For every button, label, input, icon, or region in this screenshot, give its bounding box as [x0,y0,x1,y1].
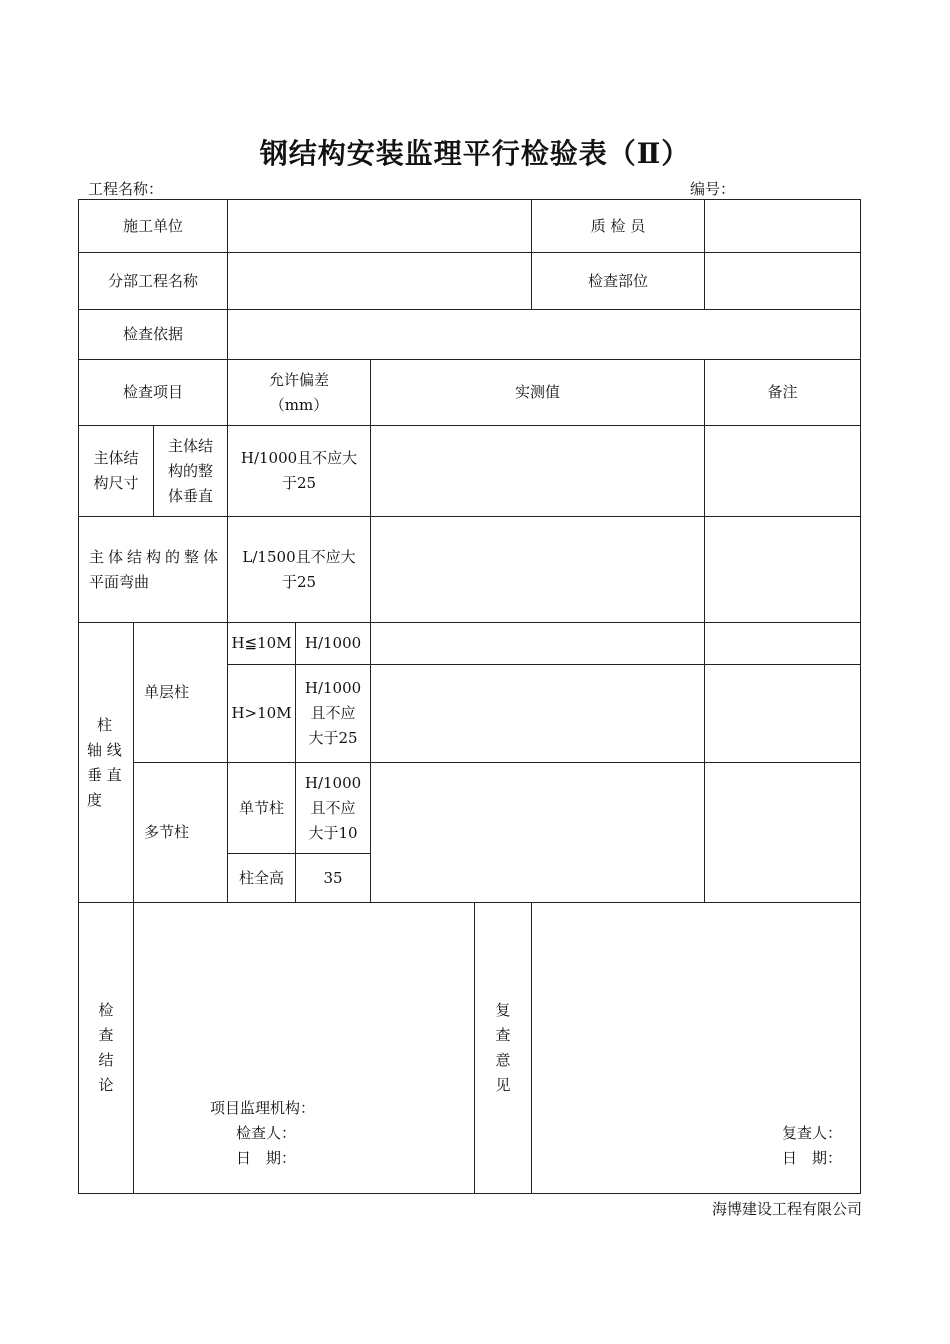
plane-bend-line1: 主体结构的整体 [89,547,219,566]
h-le-10-remarks[interactable] [705,623,861,665]
inspection-basis-label: 检查依据 [79,310,228,360]
review-label-1: 复 [495,1001,511,1019]
h-gt-10-remarks[interactable] [705,665,861,763]
reviewer-label: 复查人： [782,1124,843,1142]
single-section-tol-line2: 且不应 [310,798,356,817]
h-le-10-measured[interactable] [371,623,705,665]
column-axis-line2: 轴 线 [87,740,122,759]
overall-vertical-tolerance [228,426,371,517]
single-section-label: 单节柱 [228,763,296,854]
single-section-tolerance [296,763,371,854]
quality-inspector-label: 质 检 员 [532,200,705,253]
h-le-10-tolerance: H/1000 [296,623,371,665]
quality-inspector-value[interactable] [705,200,861,253]
single-section-tol-line1: H/1000 [304,773,362,792]
single-section-tol-line3: 大于10 [308,823,358,842]
inspection-table [78,199,861,1194]
plane-bend-label [79,517,228,623]
overall-vertical-line2: 构的整 [168,461,214,480]
overall-vertical-tol-line2: 于25 [281,474,317,492]
column-header-measured: 实测值 [371,360,705,426]
h-gt-10-tol-line2: 且不应 [310,704,356,722]
h-gt-10-label: H>10M [228,665,296,763]
construction-unit-value[interactable] [228,200,532,253]
column-axis-line1: 柱 [97,715,113,734]
plane-bend-tol-line2: 于25 [281,572,317,591]
overall-vertical-tol-line1: H/1000且不应大 [240,449,358,467]
conclusion-label-3: 结 [98,1051,114,1069]
inspection-part-value[interactable] [705,253,861,310]
full-height-label: 柱全高 [228,854,296,903]
main-size-line1: 主体结 [93,449,139,467]
column-axis-line3: 垂 直 [87,765,122,784]
plane-bend-line2: 平面弯曲 [89,572,150,591]
conclusion-label-1: 检 [98,1001,114,1019]
conclusion-label-4: 论 [98,1076,114,1094]
sub-project-name-label: 分部工程名称 [79,253,228,310]
serial-number-label: 编号： [690,180,736,198]
review-signature-block [782,1121,842,1171]
multi-section-remarks[interactable] [705,763,861,903]
multi-section-measured[interactable] [371,763,705,903]
construction-unit-label: 施工单位 [79,200,228,253]
review-date-label: 日 期： [782,1149,843,1167]
plane-bend-measured[interactable] [371,517,705,623]
supervision-org-label: 项目监理机构： [210,1099,316,1117]
multi-section-label: 多节柱 [134,763,228,903]
review-label [475,903,532,1194]
review-label-4: 见 [495,1076,511,1094]
column-axis-line4: 度 [87,790,103,809]
form-title: 钢结构安装监理平行检验表（Ⅱ） [259,137,691,170]
overall-vertical-line3: 体垂直 [168,486,214,505]
overall-vertical-label [154,426,228,517]
project-name-label: 工程名称： [88,180,164,198]
overall-vertical-measured[interactable] [371,426,705,517]
review-label-3: 意 [495,1051,511,1069]
overall-vertical-remarks[interactable] [705,426,861,517]
inspector-label: 检查人： [236,1124,297,1142]
inspection-basis-value[interactable] [228,310,861,360]
inspection-part-label: 检查部位 [532,253,705,310]
single-layer-label: 单层柱 [134,623,228,763]
tolerance-header-line1: 允许偏差 [269,370,330,389]
conclusion-label-2: 查 [98,1026,114,1044]
main-structure-size-label [79,426,154,517]
h-gt-10-tol-line1: H/1000 [304,679,362,697]
column-header-item: 检查项目 [79,360,228,426]
conclusion-content[interactable] [134,903,475,1194]
plane-bend-remarks[interactable] [705,517,861,623]
review-label-2: 查 [495,1026,511,1044]
main-size-line2: 构尺寸 [93,474,139,492]
tolerance-header-line2: （mm） [269,395,329,414]
column-header-remarks: 备注 [705,360,861,426]
overall-vertical-line1: 主体结 [168,436,214,455]
conclusion-signature-block [210,1096,315,1171]
review-content[interactable] [532,903,861,1194]
full-height-tolerance: 35 [296,854,371,903]
sub-project-name-value[interactable] [228,253,532,310]
column-axis-label [79,623,134,903]
conclusion-label [79,903,134,1194]
company-name: 海博建设工程有限公司 [711,1200,862,1218]
column-header-tolerance [228,360,371,426]
h-le-10-label: H≦10M [228,623,296,665]
plane-bend-tolerance [228,517,371,623]
h-gt-10-tolerance [296,665,371,763]
h-gt-10-tol-line3: 大于25 [308,729,358,747]
conclusion-date-label: 日 期： [236,1149,297,1167]
plane-bend-tol-line1: L/1500且不应大 [242,547,356,566]
h-gt-10-measured[interactable] [371,665,705,763]
